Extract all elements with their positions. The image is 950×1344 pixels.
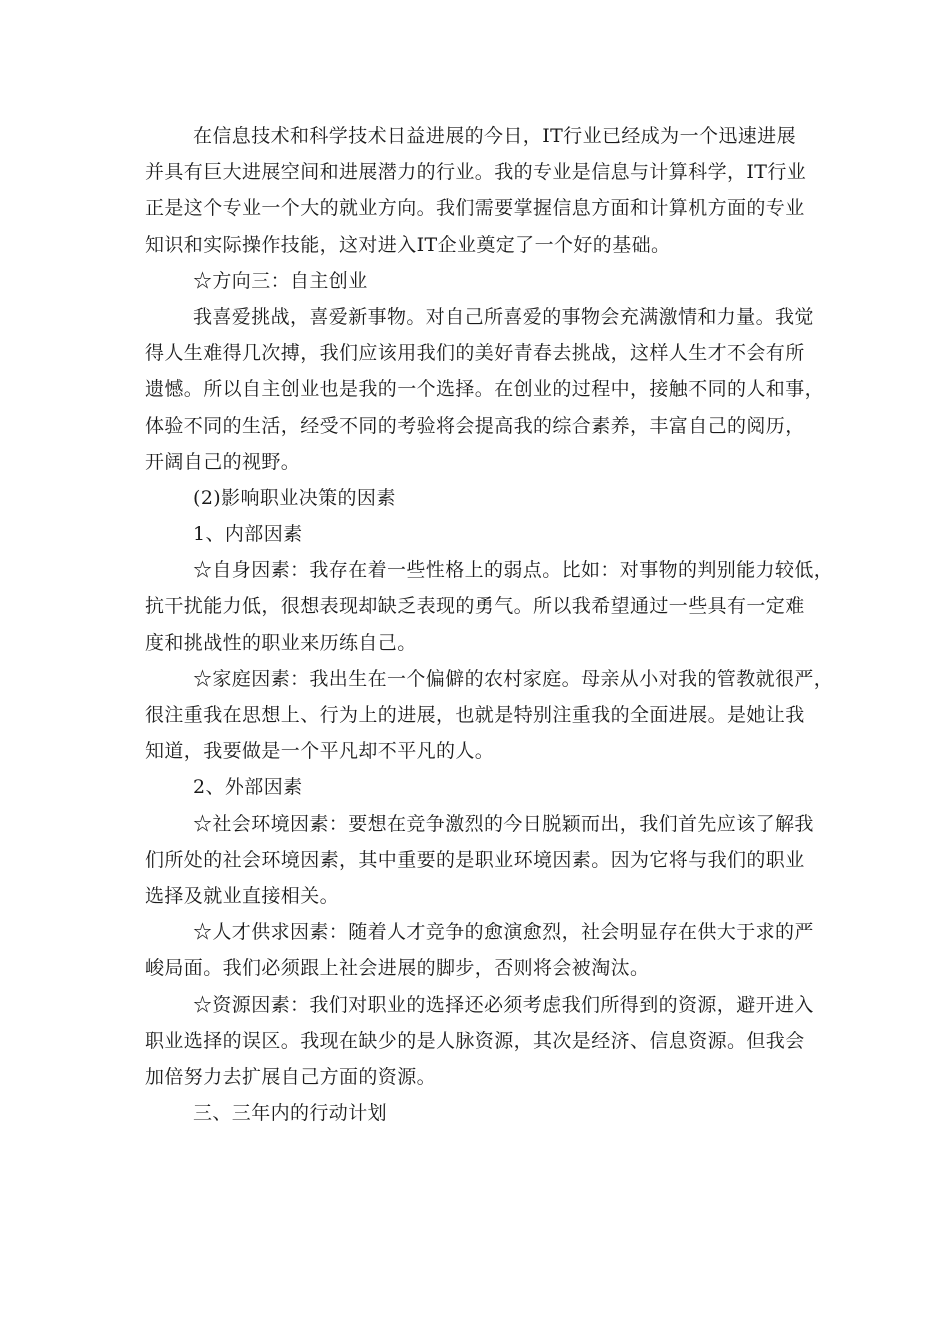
text-line: 我喜爱挑战，喜爱新事物。对自己所喜爱的事物会充满激情和力量。我觉 bbox=[193, 305, 814, 328]
text-line: 加倍努力去扩展自己方面的资源。 bbox=[145, 1065, 437, 1088]
text-line: 们所处的社会环境因素，其中重要的是职业环境因素。因为它将与我们的职业 bbox=[145, 848, 805, 871]
text-line: 知识和实际操作技能，这对进入IT企业奠定了一个好的基础。 bbox=[145, 233, 671, 256]
text-line: 很注重我在思想上、行为上的进展，也就是特别注重我的全面进展。是她让我 bbox=[145, 704, 805, 726]
text-line: 开阔自己的视野。 bbox=[145, 450, 301, 473]
text-line: 得人生难得几次搏，我们应该用我们的美好青春去挑战，这样人生才不会有所 bbox=[145, 342, 805, 365]
text-line: 度和挑战性的职业来历练自己。 bbox=[145, 631, 417, 654]
text-line: ☆资源因素：我们对职业的选择还必须考虑我们所得到的资源，避开进入 bbox=[193, 993, 814, 1016]
text-line: ☆方向三：自主创业 bbox=[193, 269, 368, 292]
text-line: 选择及就业直接相关。 bbox=[145, 884, 340, 907]
text-line: ☆社会环境因素：要想在竞争激烈的今日脱颖而出，我们首先应该了解我 bbox=[193, 812, 814, 835]
text-line: 峻局面。我们必须跟上社会进展的脚步，否则将会被淘汰。 bbox=[145, 957, 650, 980]
text-line: 并具有巨大进展空间和进展潜力的行业。我的专业是信息与计算科学，IT行业 bbox=[145, 161, 807, 184]
text-line: 知道，我要做是一个平凡却不平凡的人。 bbox=[145, 740, 495, 763]
text-line: 1、内部因素 bbox=[193, 523, 303, 546]
document-body bbox=[145, 118, 834, 1131]
text-line: (2)影响职业决策的因素 bbox=[193, 486, 396, 509]
text-line: 三、三年内的行动计划 bbox=[193, 1102, 388, 1125]
text-line: 遗憾。所以自主创业也是我的一个选择。在创业的过程中，接触不同的人和事， bbox=[145, 378, 825, 401]
text-line: 在信息技术和科学技术日益进展的今日，IT行业已经成为一个迅速进展 bbox=[193, 125, 796, 147]
text-line: ☆家庭因素：我出生在一个偏僻的农村家庭。母亲从小对我的管教就很严， bbox=[193, 667, 834, 690]
text-line: ☆人才供求因素：随着人才竞争的愈演愈烈，社会明显存在供大于求的严 bbox=[193, 921, 814, 944]
text-line: 2、外部因素 bbox=[193, 776, 303, 799]
text-line: 职业选择的误区。我现在缺少的是人脉资源，其次是经济、信息资源。但我会 bbox=[145, 1029, 805, 1052]
text-line: 正是这个专业一个大的就业方向。我们需要掌握信息方面和计算机方面的专业 bbox=[145, 197, 805, 220]
text-line: 体验不同的生活，经受不同的考验将会提高我的综合素养，丰富自己的阅历， bbox=[145, 414, 805, 437]
text-line: ☆自身因素：我存在着一些性格上的弱点。比如：对事物的判别能力较低， bbox=[193, 559, 834, 582]
text-line: 抗干扰能力低，很想表现却缺乏表现的勇气。所以我希望通过一些具有一定难 bbox=[145, 595, 805, 618]
